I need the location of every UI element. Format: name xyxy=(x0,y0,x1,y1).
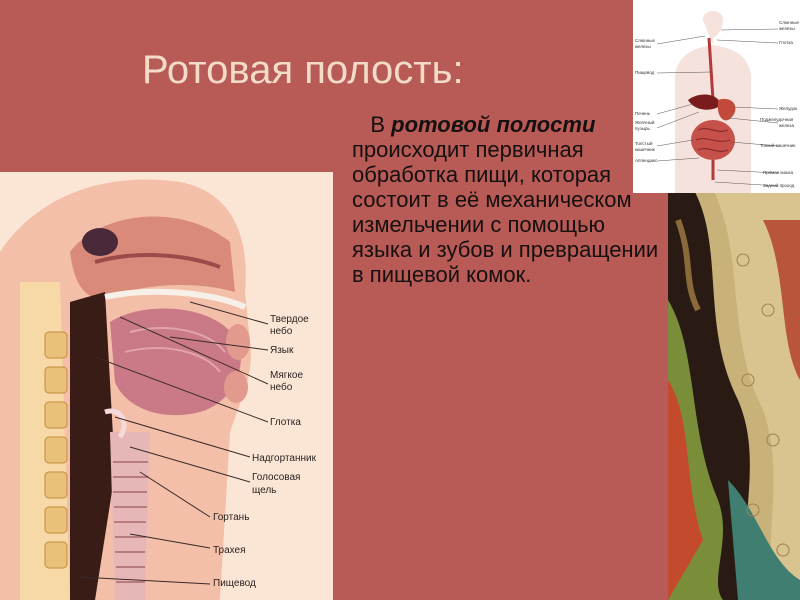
inset-label-r2: железы xyxy=(779,26,795,31)
inset-label-r6: железа xyxy=(779,123,794,128)
inset-label-r3: Глотка xyxy=(779,40,793,45)
inset-label-l8: кишечник xyxy=(635,147,655,152)
inset-label-r9: Задний проход xyxy=(763,183,795,188)
slide-title: Ротовая полость: xyxy=(142,48,464,92)
inset-label-l1: Слюнные xyxy=(635,38,655,43)
slide-paragraph xyxy=(352,112,662,287)
inset-label-l3: Пищевод xyxy=(635,70,655,75)
paragraph-rest: происходит первичная обработка пищи, которая состоит в её механическом измельчении с помощью языка и зубов и превращении в пищевой комок. xyxy=(352,137,659,287)
inset-label-r5: Поджелудочная xyxy=(760,117,794,122)
label-larynx: Гортань xyxy=(213,512,250,523)
inset-label-l9: Аппендикс xyxy=(635,158,658,163)
inset-label-l7: Толстый xyxy=(635,141,653,146)
inset-label-r4: Желудок xyxy=(779,106,798,111)
label-epiglottis: Надгортанник xyxy=(252,453,316,464)
label-soft-palate-line2: небо xyxy=(270,382,293,393)
inset-label-l5: Желчный xyxy=(635,120,655,125)
inset-label-r8: Прямая кишка xyxy=(763,170,794,175)
inset-label-l2: железы xyxy=(635,44,651,49)
label-glottis-line2: щель xyxy=(252,485,277,496)
digestive-system-illustration xyxy=(633,0,800,193)
label-esophagus: Пищевод xyxy=(213,578,256,589)
inset-label-l4: Печень xyxy=(635,111,651,116)
label-soft-palate-line1: Мягкое xyxy=(270,370,304,381)
inset-label-l6: пузырь xyxy=(635,126,650,131)
inset-label-r7: Тонкий кишечник xyxy=(760,143,796,148)
label-trachea: Трахея xyxy=(213,545,246,556)
digestive-system-inset xyxy=(633,0,800,193)
label-tongue: Язык xyxy=(270,345,294,356)
paragraph-prefix: В xyxy=(370,112,392,137)
oral-cavity-diagram xyxy=(0,172,333,600)
label-pharynx: Глотка xyxy=(270,417,301,428)
decorative-pattern xyxy=(668,180,800,600)
label-glottis-line1: Голосовая xyxy=(252,472,301,483)
label-hard-palate-line2: небо xyxy=(270,326,293,337)
label-hard-palate-line1: Твердое xyxy=(270,314,309,325)
inset-label-r1: Слюнные xyxy=(779,20,799,25)
paragraph-emphasis: ротовой полости xyxy=(391,112,596,137)
